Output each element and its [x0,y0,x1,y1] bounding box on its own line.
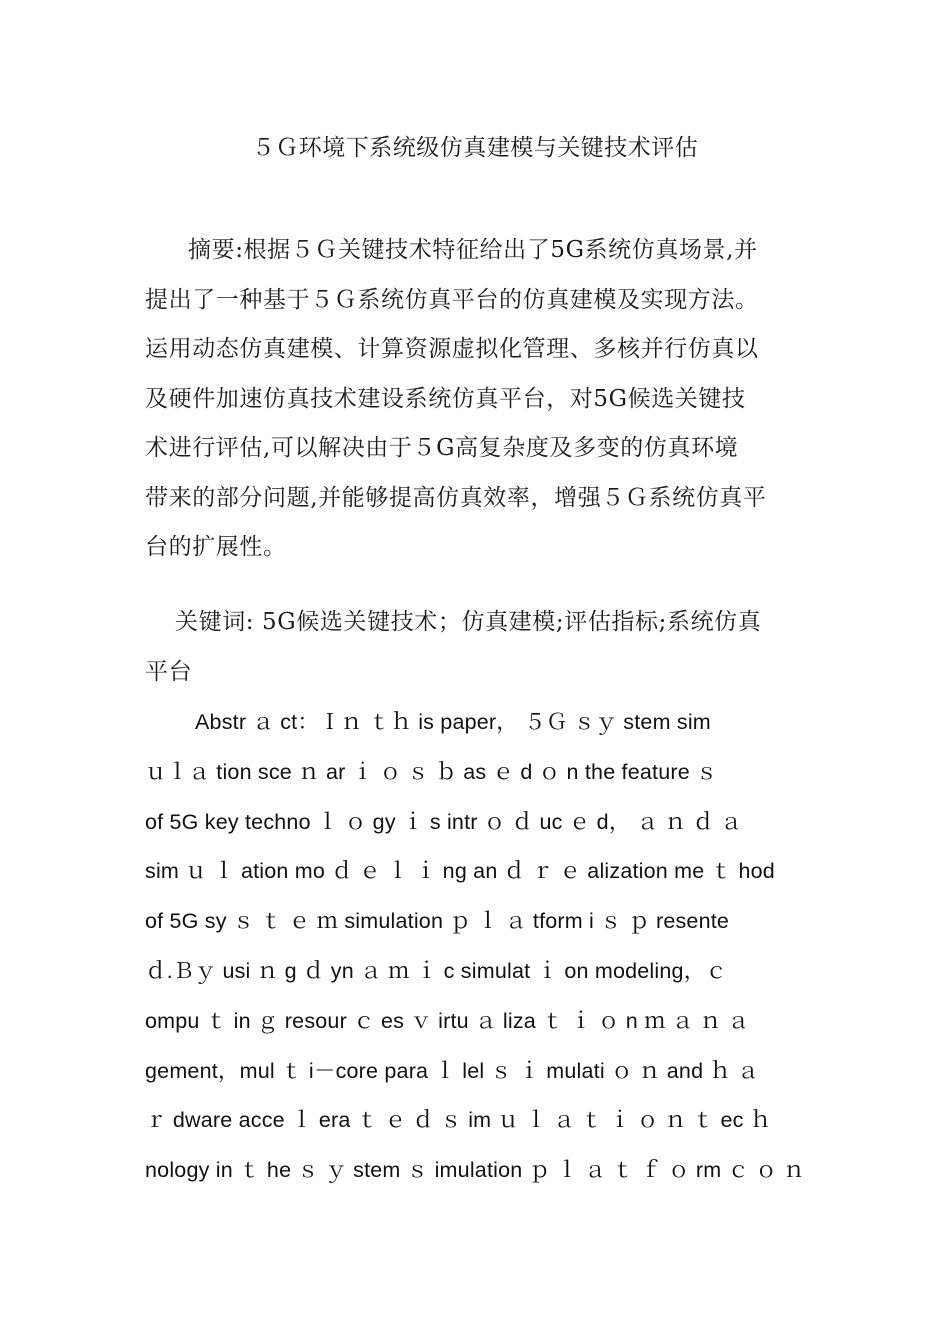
abstract-en-line: of 5G key techno ｌ ｏ gy ｉ s intr ｏ ｄ uc ｅ d， ａ ｎ ｄ ａ [145,809,743,834]
chinese-abstract [145,226,810,573]
abstract-en-line: ompu ｔ in ｇ resour ｃ es ｖ irtu ａ liza ｔ ｉ ｏ n ｍ ａ ｎ ａ [145,1008,750,1033]
abstract-cn-line: 台的扩展性。 [145,534,287,560]
abstract-en-line: of 5G sy ｓ ｔ ｅ ｍ simulation ｐ ｌ ａ tform i ｓ ｐ resente [145,909,730,934]
abstract-en-line: ｒ dware acce ｌ era ｔ ｅ ｄ ｓ im ｕ ｌ ａ ｔ ｉ ｏ ｎ ｔ ec ｈ [145,1108,772,1133]
english-abstract [145,698,815,1196]
abstract-cn-line: 术进行评估,可以解决由于５G高复杂度及多变的仿真环境 [145,435,739,461]
abstract-en-line: ｕｌａ tion sce ｎ ar ｉ ｏ ｓ ｂ as ｅ d ｏ n the feature ｓ [145,759,718,784]
keywords-line: 平台 [145,658,193,685]
abstract-cn-line: 及硬件加速仿真技术建设系统仿真平台，对5G候选关键技 [145,385,746,412]
abstract-cn-line: 摘要:根据５Ｇ关键技术特征给出了5G系统仿真场景,并 [188,237,758,263]
abstract-en-line: gement，mul ｔ i－core para ｌ lel ｓ ｉ mulati ｏ ｎ and ｈ ａ [145,1058,759,1083]
abstract-cn-line: 带来的部分问题,并能够提高仿真效率，增强５Ｇ系统仿真平 [145,484,767,511]
keywords-section [145,598,810,697]
abstract-cn-line: 运用动态仿真建模、计算资源虚拟化管理、多核并行仿真以 [145,336,759,362]
abstract-en-line: ｄ.Ｂｙ usi ｎ g ｄ yn ａ ｍ ｉ c simulat ｉ on modeling，ｃ [145,958,728,983]
abstract-en-line: Abstr ａ ct：Ｉｎ ｔｈ is paper， ５Ｇ ｓｙ stem sim [195,710,711,734]
abstract-cn-line: 提出了一种基于５Ｇ系统仿真平台的仿真建模及实现方法。 [145,286,759,313]
abstract-en-line: sim ｕ ｌ ation mo ｄ ｅ ｌ ｉ ng an ｄ ｒ ｅ alization me ｔ hod [145,859,775,884]
keywords-line: 关键词: 5G候选关键技术；仿真建模;评估指标;系统仿真 [175,609,762,635]
document-title: ５Ｇ环境下系统级仿真建模与关键技术评估 [251,135,699,161]
abstract-en-line: nology in ｔ he ｓ ｙ stem ｓ imulation ｐ ｌ ａ ｔ ｆ ｏ rm ｃ ｏ ｎ [145,1158,805,1183]
